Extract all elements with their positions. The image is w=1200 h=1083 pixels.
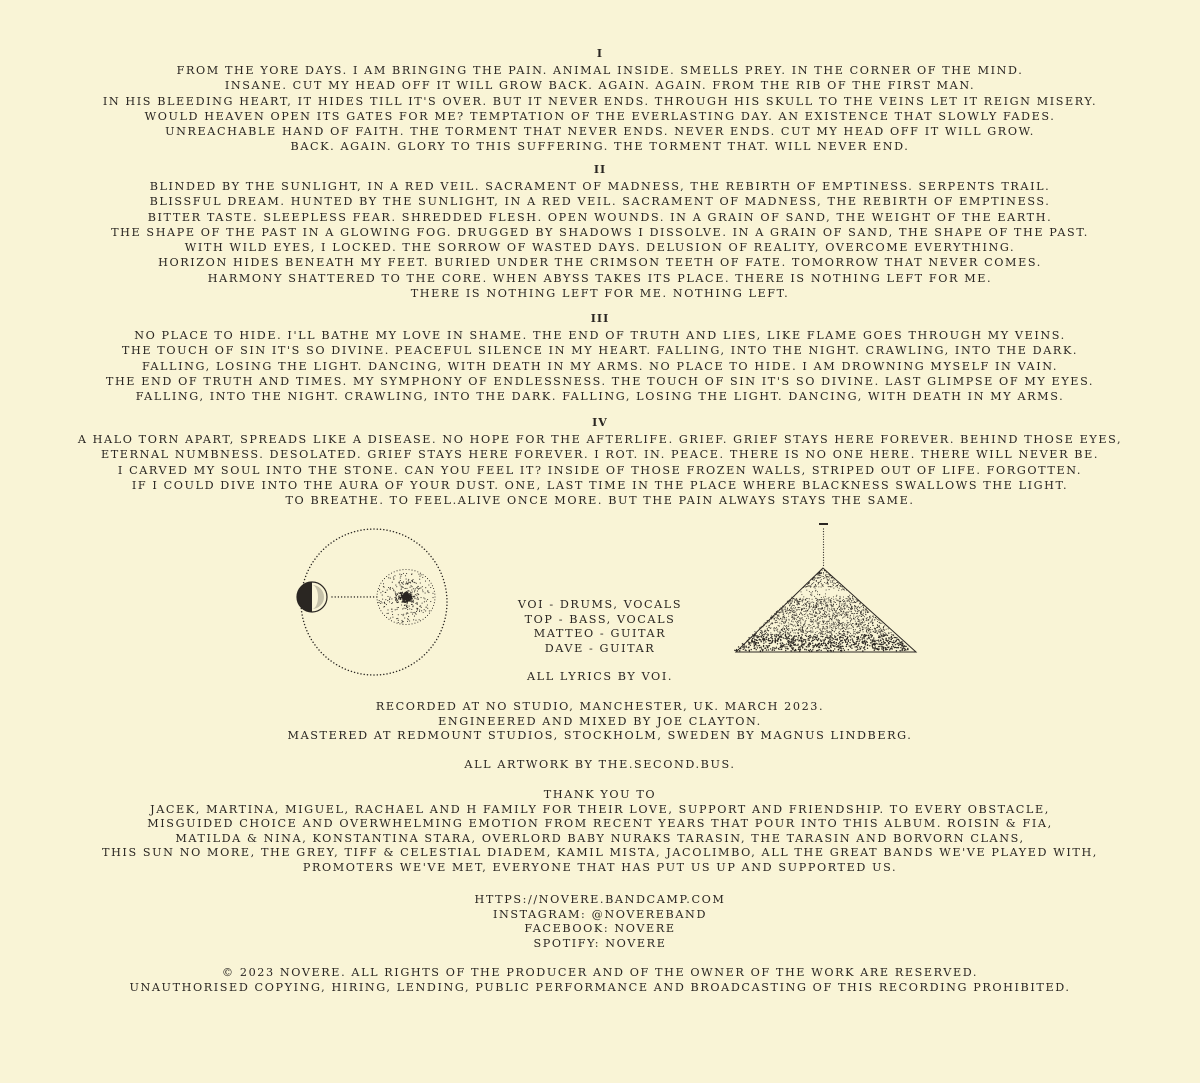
artwork-credit-text: ALL ARTWORK BY THE.SECOND.BUS. (464, 758, 736, 771)
lyric-line: WITH WILD EYES, I LOCKED. THE SORROW OF WASTED DAYS. DELUSION OF REALITY, OVERCOME EVERYTHING. (184, 241, 1016, 255)
recording-line: RECORDED AT NO STUDIO, MANCHESTER, UK. MARCH 2023. (375, 700, 825, 713)
instagram-link[interactable]: INSTAGRAM: @NOVEREBAND (492, 907, 708, 921)
spotify-link[interactable]: SPOTIFY: NOVERE (533, 936, 667, 950)
recording-credits (0, 700, 1200, 744)
lyric-line: A HALO TORN APART, SPREADS LIKE A DISEASE. NO HOPE FOR THE AFTERLIFE. GRIEF. GRIEF STAYS HERE FOREVER. BEHIND THOSE EYES, (77, 433, 1123, 446)
lyric-line: ETERNAL NUMBNESS. DESOLATED. GRIEF STAYS HERE FOREVER. I ROT. IN. PEACE. THERE IS NO ONE HERE. THERE WILL NEVER BE. (100, 448, 1100, 462)
lyric-line: HORIZON HIDES BENEATH MY FEET. BURIED UNDER THE CRIMSON TEETH OF FATE. TOMORROW THAT NEVER COMES. (158, 256, 1042, 270)
lyric-line: THE END OF TRUTH AND TIMES. MY SYMPHONY OF ENDLESSNESS. THE TOUCH OF SIN IT'S SO DIVINE. LAST GLIMPSE OF MY EYES. (105, 374, 1095, 388)
lyric-line: BLISSFUL DREAM. HUNTED BY THE SUNLIGHT, IN A RED VEIL. SACRAMENT OF MADNESS, THE REBIRTH OF EMPTINESS. (149, 195, 1051, 209)
thank-you-section (0, 788, 1200, 875)
part-numeral: IV (592, 416, 608, 429)
lyric-line: IF I COULD DIVE INTO THE AURA OF YOUR DUST. ONE, LAST TIME IN THE PLACE WHERE BLACKNESS SWALLOWS THE LIGHT. (131, 478, 1069, 492)
lyrics-part-2 (0, 164, 1200, 301)
copyright-line: UNAUTHORISED COPYING, HIRING, LENDING, PUBLIC PERFORMANCE AND BROADCASTING OF THIS RECORDING PROHIBITED. (129, 980, 1071, 994)
lyric-line: BACK. AGAIN. GLORY TO THIS SUFFERING. THE TORMENT THAT. WILL NEVER END. (290, 140, 910, 154)
thanks-line: MISGUIDED CHOICE AND OVERWHELMING EMOTION FROM RECENT YEARS THAT POUR INTO THIS ALBUM. ROISIN & FIA, (147, 817, 1053, 830)
lyric-line: THE TOUCH OF SIN IT'S SO DIVINE. PEACEFUL SILENCE IN MY HEART. FALLING, INTO THE NIGHT. CRAWLING, INTO THE DARK. (121, 344, 1079, 358)
part-numeral: II (593, 163, 607, 176)
lyric-line: WOULD HEAVEN OPEN ITS GATES FOR ME? TEMPTATION OF THE EVERLASTING DAY. AN EXISTENCE THAT SLOWLY FADES. (144, 109, 1056, 123)
lyric-line: BITTER TASTE. SLEEPLESS FEAR. SHREDDED FLESH. OPEN WOUNDS. IN A GRAIN OF SAND, THE WEIGHT OF THE EARTH. (147, 210, 1053, 224)
lyric-line: FALLING, LOSING THE LIGHT. DANCING, WITH DEATH IN MY ARMS. NO PLACE TO HIDE. I AM DROWNING MYSELF IN VAIN. (141, 359, 1059, 373)
lyric-line: FALLING, INTO THE NIGHT. CRAWLING, INTO THE DARK. FALLING, LOSING THE LIGHT. DANCING, WITH DEATH IN MY ARMS. (135, 390, 1065, 404)
part-numeral: III (590, 312, 610, 325)
lyric-line: BLINDED BY THE SUNLIGHT, IN A RED VEIL. SACRAMENT OF MADNESS, THE REBIRTH OF EMPTINESS. SERPENTS TRAIL. (149, 180, 1051, 193)
lyric-line: FROM THE YORE DAYS. I AM BRINGING THE PAIN. ANIMAL INSIDE. SMELLS PREY. IN THE CORNER OF THE MIND. (176, 64, 1024, 77)
lyric-line: NO PLACE TO HIDE. I'LL BATHE MY LOVE IN SHAME. THE END OF TRUTH AND LIES, LIKE FLAME GOES THROUGH MY VEINS. (134, 329, 1066, 342)
thanks-line: THIS SUN NO MORE, THE GREY, TIFF & CELESTIAL DIADEM, KAMIL MISTA, JACOLIMBO, ALL THE GREAT BANDS WE'VE PLAYED WITH, (102, 846, 1098, 859)
lyric-line: INSANE. CUT MY HEAD OFF IT WILL GROW BACK. AGAIN. AGAIN. FROM THE RIB OF THE FIRST MAN. (224, 79, 976, 93)
lineup-member: DAVE - GUITAR (544, 641, 656, 655)
facebook-link[interactable]: FACEBOOK: NOVERE (524, 922, 676, 935)
lineup-member: TOP - BASS, VOCALS (524, 612, 676, 626)
thanks-line: MATILDA & NINA, KONSTANTINA STARA, OVERLORD BABY NURAKS TARASIN, THE TARASIN AND BORVORN CLANS, (175, 831, 1025, 845)
copyright-line: © 2023 NOVERE. ALL RIGHTS OF THE PRODUCER AND OF THE OWNER OF THE WORK ARE RESERVED. (221, 966, 979, 979)
artwork-credit (0, 758, 1200, 773)
lyrics-part-4 (0, 417, 1200, 508)
band-lineup (0, 598, 1200, 656)
recording-line: MASTERED AT REDMOUNT STUDIOS, STOCKHOLM, SWEDEN BY MAGNUS LINDBERG. (287, 729, 913, 742)
lyric-line: IN HIS BLEEDING HEART, IT HIDES TILL IT'S OVER. BUT IT NEVER ENDS. THROUGH HIS SKULL TO THE VEINS LET IT REIGN MISERY. (102, 94, 1098, 108)
recording-line: ENGINEERED AND MIXED BY JOE CLAYTON. (438, 714, 762, 728)
part-numeral: I (596, 47, 604, 60)
lyric-line: I CARVED MY SOUL INTO THE STONE. CAN YOU FEEL IT? INSIDE OF THOSE FROZEN WALLS, STRIPED OUT OF LIFE. FORGOTTEN. (117, 463, 1083, 477)
lyric-line: THE SHAPE OF THE PAST IN A GLOWING FOG. DRUGGED BY SHADOWS I DISSOLVE. IN A GRAIN OF SAND, THE SHAPE OF THE PAST. (111, 225, 1089, 239)
thanks-line: JACEK, MARTINA, MIGUEL, RACHAEL AND H FAMILY FOR THEIR LOVE, SUPPORT AND FRIENDSHIP. TO EVERY OBSTACLE, (150, 802, 1050, 816)
lyrics-part-1 (0, 48, 1200, 155)
thanks-line: PROMOTERS WE'VE MET, EVERYONE THAT HAS PUT US UP AND SUPPORTED US. (302, 860, 898, 874)
lyric-line: TO BREATHE. TO FEEL.ALIVE ONCE MORE. BUT THE PAIN ALWAYS STAYS THE SAME. (285, 494, 915, 508)
lineup-member: MATTEO - GUITAR (533, 627, 667, 640)
links-section (0, 893, 1200, 951)
lyrics-part-3 (0, 313, 1200, 404)
lyric-line: HARMONY SHATTERED TO THE CORE. WHEN ABYSS TAKES ITS PLACE. THERE IS NOTHING LEFT FOR ME. (207, 271, 993, 285)
copyright-notice (0, 966, 1200, 995)
lyrics-credit (0, 670, 1200, 685)
bandcamp-link[interactable]: HTTPS://NOVERE.BANDCAMP.COM (474, 893, 726, 906)
lyric-line: UNREACHABLE HAND OF FAITH. THE TORMENT THAT NEVER ENDS. NEVER ENDS. CUT MY HEAD OFF IT WILL GROW. (165, 125, 1035, 139)
thanks-line: THANK YOU TO (543, 788, 657, 801)
lyrics-credit-text: ALL LYRICS BY VOI. (526, 670, 673, 683)
lineup-member: VOI - DRUMS, VOCALS (517, 598, 683, 611)
lyric-line: THERE IS NOTHING LEFT FOR ME. NOTHING LEFT. (410, 287, 790, 301)
